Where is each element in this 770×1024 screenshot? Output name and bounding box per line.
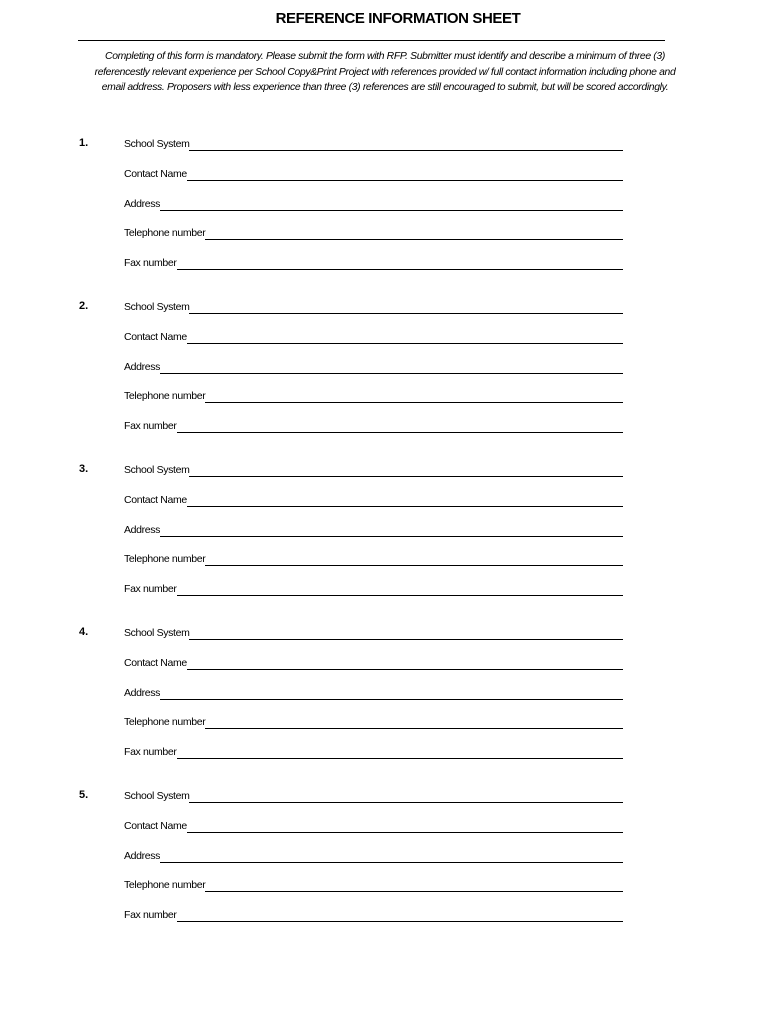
school-system-field[interactable] (189, 802, 623, 803)
contact-name-field[interactable] (187, 669, 623, 670)
address-field[interactable] (160, 210, 623, 211)
fax-number-row (124, 581, 623, 595)
reference-number: 4. (79, 626, 89, 638)
telephone-number-field[interactable] (205, 891, 623, 892)
contact-name-label: Contact Name (124, 168, 187, 180)
address-row (124, 196, 623, 210)
telephone-number-label: Telephone number (124, 553, 206, 565)
address-row (124, 848, 623, 862)
address-row (124, 359, 623, 373)
reference-number: 1. (79, 137, 89, 149)
school-system-row (124, 788, 623, 802)
school-system-row (124, 462, 623, 476)
fax-number-label: Fax number (124, 583, 177, 595)
school-system-row (124, 625, 623, 639)
school-system-label: School System (124, 464, 190, 476)
telephone-number-row (124, 225, 623, 239)
contact-name-field[interactable] (187, 343, 623, 344)
contact-name-field[interactable] (187, 506, 623, 507)
fax-number-label: Fax number (124, 909, 177, 921)
fax-number-row (124, 744, 623, 758)
reference-block-3 (0, 463, 770, 613)
school-system-field[interactable] (189, 639, 623, 640)
telephone-number-field[interactable] (205, 565, 623, 566)
school-system-label: School System (124, 627, 190, 639)
contact-name-field[interactable] (187, 180, 623, 181)
reference-number: 3. (79, 463, 89, 475)
reference-block-5 (0, 789, 770, 939)
address-field[interactable] (160, 699, 623, 700)
reference-number: 5. (79, 789, 89, 801)
fax-number-field[interactable] (177, 921, 623, 922)
address-field[interactable] (160, 536, 623, 537)
fax-number-label: Fax number (124, 257, 177, 269)
contact-name-row (124, 492, 623, 506)
telephone-number-field[interactable] (205, 728, 623, 729)
telephone-number-label: Telephone number (124, 716, 206, 728)
reference-number: 2. (79, 300, 89, 312)
address-label: Address (124, 198, 161, 210)
fax-number-field[interactable] (177, 758, 623, 759)
contact-name-label: Contact Name (124, 331, 187, 343)
telephone-number-field[interactable] (205, 402, 623, 403)
reference-block-4 (0, 626, 770, 776)
contact-name-label: Contact Name (124, 657, 187, 669)
school-system-field[interactable] (189, 476, 623, 477)
telephone-number-row (124, 714, 623, 728)
telephone-number-label: Telephone number (124, 227, 206, 239)
page-title: REFERENCE INFORMATION SHEET (275, 10, 521, 27)
fax-number-row (124, 255, 623, 269)
contact-name-row (124, 166, 623, 180)
school-system-field[interactable] (189, 150, 623, 151)
address-row (124, 685, 623, 699)
fax-number-field[interactable] (177, 432, 623, 433)
school-system-row (124, 136, 623, 150)
address-field[interactable] (160, 862, 623, 863)
instructions-line-2: referencestly relevant experience per School Copy&Print Project with references provided w/ full contact information including phone and (94, 66, 676, 78)
fax-number-row (124, 418, 623, 432)
contact-name-row (124, 329, 623, 343)
instructions-line-3: email address. Proposers with less experience than three (3) references are still encouraged to submit, but will be scored accordingly. (101, 82, 669, 93)
instructions-line-1: Completing of this form is mandatory. Please submit the form with RFP. Submitter must identify and describe a minimum of three (3) (105, 51, 665, 62)
telephone-number-label: Telephone number (124, 390, 206, 402)
school-system-label: School System (124, 790, 190, 802)
fax-number-label: Fax number (124, 420, 177, 432)
telephone-number-field[interactable] (205, 239, 623, 240)
telephone-number-label: Telephone number (124, 879, 206, 891)
telephone-number-row (124, 388, 623, 402)
school-system-label: School System (124, 301, 190, 313)
fax-number-field[interactable] (177, 269, 623, 270)
contact-name-label: Contact Name (124, 820, 187, 832)
fax-number-label: Fax number (124, 746, 177, 758)
contact-name-field[interactable] (187, 832, 623, 833)
reference-block-1 (0, 137, 770, 287)
contact-name-label: Contact Name (124, 494, 187, 506)
telephone-number-row (124, 551, 623, 565)
school-system-field[interactable] (189, 313, 623, 314)
address-label: Address (124, 361, 161, 373)
contact-name-row (124, 818, 623, 832)
reference-block-2 (0, 300, 770, 450)
address-label: Address (124, 687, 161, 699)
telephone-number-row (124, 877, 623, 891)
fax-number-field[interactable] (177, 595, 623, 596)
address-row (124, 522, 623, 536)
address-field[interactable] (160, 373, 623, 374)
address-label: Address (124, 850, 161, 862)
address-label: Address (124, 524, 161, 536)
fax-number-row (124, 907, 623, 921)
contact-name-row (124, 655, 623, 669)
school-system-row (124, 299, 623, 313)
title-underline (78, 40, 665, 41)
instructions (60, 49, 710, 96)
school-system-label: School System (124, 138, 190, 150)
